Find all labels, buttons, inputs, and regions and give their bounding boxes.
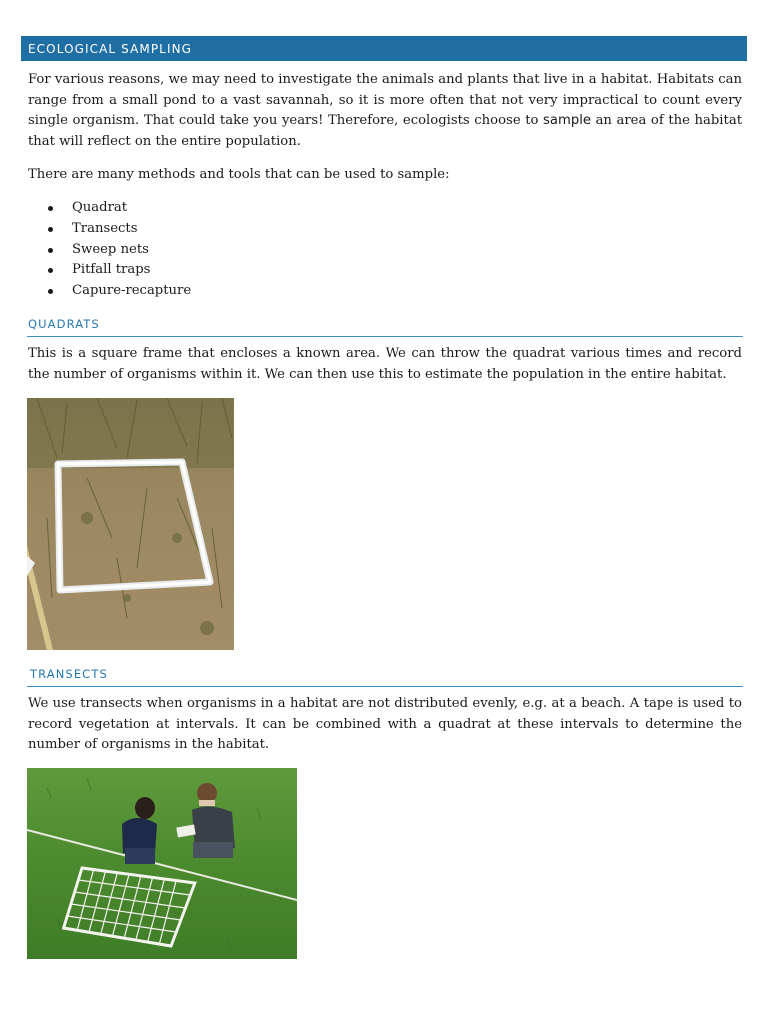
list-item-label: Sweep nets — [72, 241, 149, 257]
list-item-label: Quadrat — [72, 200, 128, 215]
list-item — [46, 240, 191, 261]
transects-heading-text: TRANSECTS — [30, 667, 108, 681]
quadrats-heading — [27, 313, 743, 337]
list-item — [46, 281, 191, 302]
methods-intro: There are many methods and tools that can be used to sample: — [28, 167, 450, 182]
quadrats-heading-text: QUADRATS — [28, 317, 100, 331]
quadrat-photo — [27, 398, 234, 650]
intro-text-start: For various reasons, we may need to investigate the animals and plants that live in a habitat. Habitats can range from a small pond to a vast savannah, so it is more often that not very impractical to count every single organism. That could take you years! Therefore, ecologists choose to — [28, 72, 742, 128]
list-item — [46, 260, 191, 281]
methods-list — [46, 198, 191, 302]
list-item — [46, 198, 191, 219]
transect-photo — [27, 768, 297, 959]
bullet-icon — [48, 206, 53, 211]
bullet-icon — [48, 248, 53, 253]
list-item-label: Pitfall traps — [72, 262, 151, 278]
intro-paragraph — [28, 70, 742, 152]
bullet-icon — [48, 227, 53, 232]
list-item — [46, 219, 191, 240]
quadrats-paragraph: This is a square frame that encloses a known area. We can throw the quadrat various times and record the number of organisms within it. We can then use this to estimate the population in the entire habitat. — [28, 346, 742, 382]
list-item-label: Capure-recapture — [72, 283, 192, 299]
list-item-label: Transects — [72, 220, 138, 236]
intro-text-end: an area of the habitat that will reflect on the entire population. — [28, 113, 742, 149]
section-banner — [21, 36, 747, 61]
banner-title: ECOLOGICAL SAMPLING — [28, 41, 193, 56]
transects-paragraph: We use transects when organisms in a habitat are not distributed evenly, e.g. at a beach. A tape is used to record vegetation at intervals. It can be combined with a quadrat at these intervals to determine the number of organisms in the habitat. — [28, 696, 742, 752]
intro-keyword-sample: sample — [543, 113, 591, 128]
bullet-icon — [48, 289, 53, 294]
transects-heading — [27, 663, 743, 687]
bullet-icon — [48, 268, 53, 273]
